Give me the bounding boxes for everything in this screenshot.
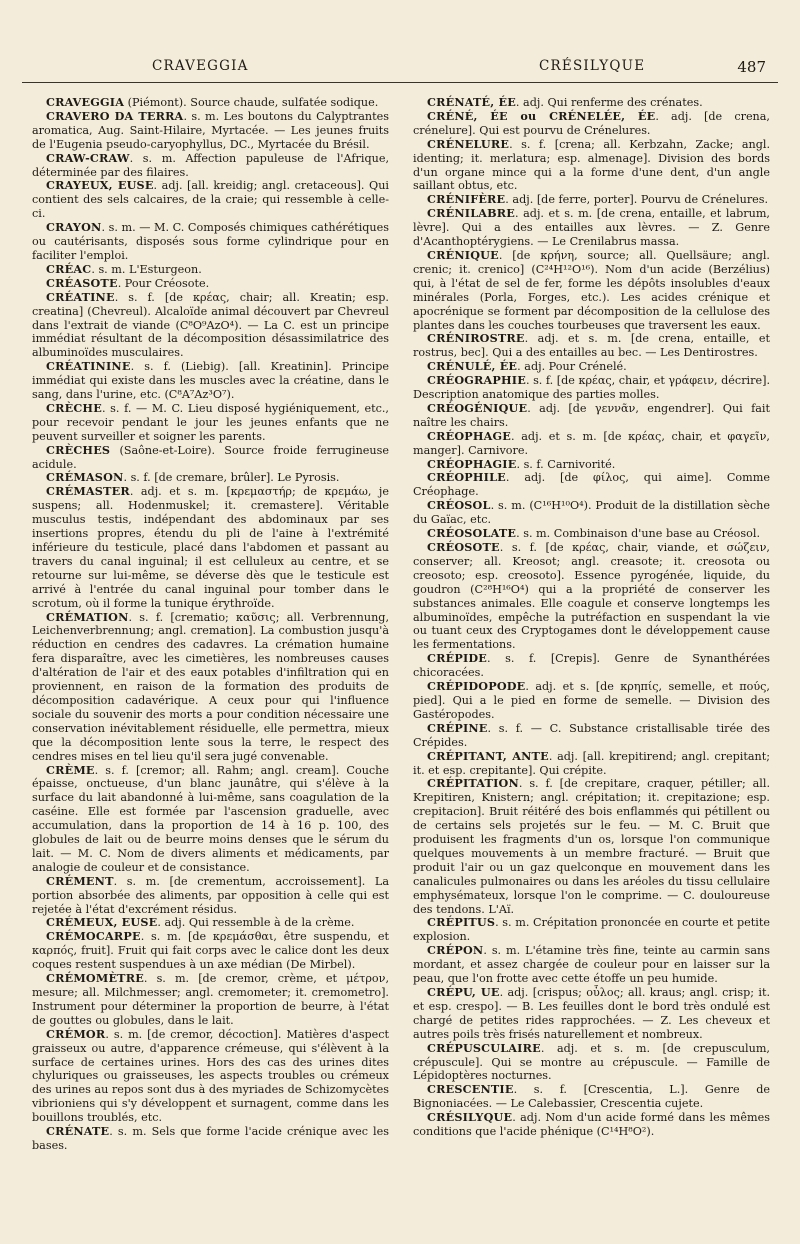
entry-definition: . s. f. Carnivorité. [516, 457, 616, 471]
entry-headword: CRÉATINE [46, 289, 115, 304]
entry-headword: CRÉOGRAPHIE [427, 373, 526, 388]
dictionary-entry [32, 930, 389, 972]
dictionary-entry [413, 916, 770, 944]
entry-headword: CRÉPU, UE [427, 985, 500, 999]
dictionary-entry [32, 972, 389, 1028]
dictionary-entry [413, 374, 770, 402]
dictionary-entry [413, 652, 770, 680]
dictionary-entry [413, 1042, 770, 1084]
entry-definition: (Saône-et-Loire). Source froide ferrugineuse acidule. [32, 443, 389, 471]
dictionary-entry [413, 471, 770, 499]
dictionary-entry [413, 499, 770, 527]
dictionary-entry [32, 1125, 389, 1153]
entry-definition: . s. f. — C. Substance cristallisable tirée des Crépides. [413, 721, 770, 749]
entry-definition: . [de κρήνη, source; all. Quellsäure; angl. crenic; it. crenico] (C²⁴H¹²O¹⁶). Nom d'un acide (Berzélius) qui, à l'état de sel de fer, forme les dépôts insolubles d'eaux minérales (Porla, Forges, etc.). Les acides crénique et apocrénique se forment par décomposition de la cellulose des plantes dans les couches tourbeuses que traversent les eaux. [413, 248, 770, 332]
entry-definition: . adj. et s. m. [de crena, entaille, et labrum, lèvre]. Qui a des entailles aux lèvres. — Z. Genre d'Acanthoptérygiens. — Le Crenilabrus massa. [413, 207, 770, 249]
entry-headword: CRÉNÉ, ÉE ou CRÉNELÉE, ÉE [427, 108, 656, 123]
entry-definition: . Pour Créosote. [117, 276, 210, 290]
entry-definition: . adj. et s. m. [de crena, entaille, et rostrus, bec]. Qui a des entailles au bec. — Les Dentirostres. [413, 332, 770, 360]
entry-headword: CRÉNATE [46, 1124, 110, 1139]
entry-definition: . adj. et s. m. [κρεμαστήρ; de κρεμάω, je suspens; all. Hodenmuskel; it. cremastere]. Véritable musculus testis, indépendant des abdominaux par ses insertions propres, étendu du pli de l'aine à l'extrémité inférieure du testicule, placé dans l'abdomen et passant au travers du canal inguinal; il est celluleux au centre, et se retourne sur lui-même, se déverse dès que le testicule est arrivé à l'entrée du canal inguinal pour tomber dans le scrotum, où il forme la tunique érythroïde. [32, 485, 389, 610]
entry-definition: . s. m. Combinaison d'une base au Créosol. [516, 527, 760, 541]
dictionary-entry [413, 332, 770, 360]
dictionary-entry [32, 1028, 389, 1125]
entry-definition: . adj. [crispus; οὖλος; all. kraus; angl. crisp; it. et esp. crespo]. — B. Les feuilles dont le bord très ondulé est chargé de petites rides rapprochées. — Z. Les cheveux et autres poils très frisés naturellement et nombreux. [413, 986, 771, 1041]
entry-definition: . adj. [de φίλος, qui aime]. Comme Créophage. [413, 471, 770, 499]
dictionary-entry [32, 444, 389, 472]
entry-definition: . adj. et s. [de κρηπίς, semelle, et πούς, pied]. Qui a le pied en forme de semelle. — Division des Gastéropodes. [413, 680, 770, 721]
entry-headword: CRÉPITUS [427, 915, 496, 930]
entry-definition: . adj. et s. m. [de κρέας, chair, et φαγεῖν, manger]. Carnivore. [413, 429, 770, 457]
dictionary-entry [413, 430, 770, 458]
entry-headword: CRÉASOTE [46, 275, 118, 290]
running-header [34, 58, 766, 82]
entry-headword: CRÈCHE [46, 400, 102, 415]
dictionary-entry [413, 750, 770, 778]
dictionary-entry [413, 402, 770, 430]
entry-headword: CRÈCHES [46, 442, 111, 457]
entry-headword: CRESCENTIE [427, 1082, 514, 1097]
entry-headword: CRÉMASON [46, 470, 124, 485]
dictionary-entry [32, 152, 389, 180]
dictionary-entry [32, 485, 389, 610]
entry-definition: (Piémont). Source chaude, sulfatée sodique. [124, 96, 379, 109]
entry-definition: . s. m. L'étamine très fine, teinte au carmin sans mordant, et assez chargée de couleur pour en laisser sur la peau, que l'on frotte avec cette étoffe un peu humide. [413, 944, 770, 986]
entry-definition: . adj. [de γεννᾶν, engendrer]. Qui fait naître les chairs. [413, 401, 770, 429]
entry-headword: CRAVERO DA TERRA [46, 108, 184, 123]
entry-headword: CRÉMASTER [46, 484, 130, 499]
dictionary-entry [32, 471, 389, 485]
entry-headword: CRÉMOMÈTRE [46, 971, 144, 986]
entry-definition: . s. m. Sels que forme l'acide crénique avec les bases. [32, 1125, 389, 1152]
entry-headword: CRÉNATÉ, ÉE [427, 95, 516, 109]
entry-headword: CRÉATININE [46, 359, 131, 374]
dictionary-entry [413, 680, 770, 722]
dictionary-entry [413, 1083, 770, 1111]
dictionary-entry [32, 221, 389, 263]
entry-headword: CRÉMOR [46, 1026, 106, 1041]
entry-headword: CRÉPINE [427, 720, 488, 735]
entry-definition: . s. f. [de κρέας, chair, et γράφειν, décrire]. Description anatomique des parties molles. [413, 374, 771, 402]
dictionary-entry [413, 249, 770, 332]
dictionary-entry [413, 722, 770, 750]
entry-headword: CRÉNIQUE [427, 247, 499, 262]
entry-headword: CRÉSILYQUE [427, 1110, 513, 1125]
dictionary-entry [413, 527, 770, 541]
entry-headword: CRÉNILABRE [427, 206, 516, 221]
entry-headword: CRÉPON [427, 943, 484, 958]
entry-definition: . s. f. [de crepitare, craquer, pétiller; all. Krepitiren, Knistern; angl. crépitation; it. crepitazione; esp. crepitacion]. Bruit réitéré des bois enflammés qui pétillent ou de certains sels projetés sur le feu. — M. C. Bruit que produisent les fragments d'un os, lorsque l'on communique quelques mouvements à un membre fracturé. — Bruit que produit l'air ou un gaz quelconque en mouvement dans les canalicules pulmonaires ou dans les aréoles du tissu cellulaire emphysémateux, lorsque l'on le comprime. — C. douloureuse des tendons. L'Aï. [413, 777, 770, 916]
entry-definition: . adj. Nom d'un acide formé dans les mêmes conditions que l'acide phénique (C¹⁴H⁸O²). [413, 1111, 770, 1139]
header-first-entry: CRAVEGGIA [152, 58, 249, 74]
dictionary-entry [32, 179, 389, 221]
dictionary-entry [413, 360, 770, 374]
entry-headword: CRÉPITATION [427, 776, 519, 791]
dictionary-entry [413, 110, 770, 138]
header-last-entry: CRÉSILYQUE [539, 58, 646, 74]
dictionary-entry [413, 944, 770, 986]
entry-definition: . adj. et s. m. [de crepusculum, crépuscule]. Qui se montre au crépuscule. — Famille de Lépidoptères nocturnes. [413, 1041, 770, 1083]
dictionary-entry [413, 777, 770, 916]
entry-headword: CRÉMATION [46, 609, 129, 624]
entry-headword: CRÉPIDOPODE [427, 679, 526, 694]
entry-definition: . adj. Qui renferme des crénates. [515, 96, 703, 109]
entry-headword: CRAYON [46, 220, 102, 235]
entry-definition: . s. f. [cremor; all. Rahm; angl. cream]. Couche épaisse, onctueuse, d'un blanc jaunâtre, qui s'élève à la surface du lait abandonné à lui-même, sans coagulation de la caséine. Elle est formée par l'ascension graduelle, avec accumulation, dans la proportion de 14 à 16 p. 100, des globules de lait ou de beurre moins denses que le sérum du lait. — M. C. Nom de divers aliments et médicaments, par analogie de couleur et de consistance. [32, 763, 389, 874]
entry-headword: CRÈME [46, 762, 95, 777]
entry-headword: CRÉPUSCULAIRE [427, 1040, 541, 1055]
entry-headword: CRÉMEUX, EUSE [46, 915, 158, 930]
entry-definition: . s. f. [de cremare, brûler]. Le Pyrosis. [123, 471, 340, 485]
entry-headword: CRÉNIFÈRE [427, 192, 506, 207]
dictionary-entry [32, 611, 389, 764]
entry-headword: CRÉOSOTE [427, 540, 500, 554]
dictionary-entry [32, 360, 389, 402]
entry-definition: . adj. [all. krepitirend; angl. crepitant; it. et esp. crepitante]. Qui crépite. [413, 749, 771, 777]
entry-headword: CRAYEUX, EUSE [46, 178, 154, 193]
entry-headword: CRÉOGÉNIQUE [427, 400, 528, 415]
entry-headword: CRÉOSOL [427, 498, 491, 513]
entry-headword: CRÉMOCARPE [46, 929, 141, 944]
entry-headword: CRAVEGGIA [46, 95, 125, 109]
dictionary-entry [413, 986, 770, 1042]
dictionary-entry [32, 110, 389, 152]
entry-definition: . adj. [de crena, crénelure]. Qui est pourvu de Crénelures. [413, 109, 770, 137]
dictionary-entry [413, 541, 770, 652]
entry-headword: CRÉAC [46, 261, 92, 276]
entry-definition: . s. m. [de κρεμάσθαι, être suspendu, et καρπός, fruit]. Fruit qui fait corps avec le calice dont les deux coques restent suspendues à un axe médian (De Mirbel). [32, 930, 389, 972]
entry-definition: . s. f. (Liebig). [all. Kreatinin]. Principe immédiat qui existe dans les muscles avec la créatine, dans le sang, dans l'urine, etc. (C⁸A⁷Az³O⁷). [32, 360, 389, 402]
entry-definition: . s. m. [de crementum, accroissement]. La portion absorbée des aliments, par opposition à celle qui est rejetée à l'état d'excrément résidus. [32, 874, 389, 916]
dictionary-entry [413, 458, 770, 472]
dictionary-entry [32, 291, 389, 361]
entry-headword: CRAW-CRAW [46, 150, 130, 165]
header-rule [22, 82, 778, 83]
dictionary-entry [413, 193, 770, 207]
entry-definition: . s. f. [Crescentia, L.]. Genre de Bignoniacées. — Le Calebassier, Crescentia cujete. [413, 1083, 770, 1111]
entry-headword: CRÉNIROSTRE [427, 331, 525, 346]
entry-definition: . adj. Qui ressemble à de la crème. [157, 916, 355, 930]
dictionary-entry [413, 1111, 770, 1139]
entry-definition: . s. f. [crena; all. Kerbzahn, Zacke; angl. identing; it. merlatura; esp. almenage]. Division des bords d'un organe mince qui a la forme d'une dent, d'un angle saillant obtus, etc. [413, 137, 770, 193]
entry-headword: CRÉOPHAGE [427, 428, 512, 443]
right-column [413, 96, 770, 1139]
entry-headword: CRÉOPHAGIE [427, 456, 517, 471]
dictionary-entry [32, 96, 389, 110]
entry-definition: . s. m. [de cremor, crème, et μέτρον, mesure; all. Milchmesser; angl. cremometer; it. cremometro]. Instrument pour déterminer la proportion de beurre, à l'état de gouttes ou globules, dans le lait. [32, 972, 389, 1027]
entry-definition: . adj. Pour Crénelé. [517, 360, 627, 374]
entry-definition: . s. f. [de κρέας, chair, viande, et σώζειν, conserver; all. Kreosot; angl. creasote; it. creosota ou creosoto; esp. creosoto]. Essence pyrogénée, liquide, du goudron (C²⁸H¹⁶O⁴) qui a la propriété de conserver les substances animales. Elle coagule et conserve longtemps les albuminoïdes, empêche la putréfaction en suspendant la vie ou tuant ceux des Cryptogames dont le développement cause les fermentations. [413, 541, 770, 652]
dictionary-entry [413, 207, 770, 249]
dictionary-entry [32, 764, 389, 875]
entry-definition: . s. f. — M. C. Lieu disposé hygiéniquement, etc., pour recevoir pendant le jour les jeunes enfants que ne peuvent surveiller et soigner les parents. [32, 401, 389, 443]
entry-headword: CRÉOPHILE [427, 470, 506, 485]
dictionary-entry [413, 138, 770, 194]
page-number: 487 [737, 58, 766, 76]
entry-headword: CRÉMENT [46, 873, 114, 888]
entry-headword: CRÉNULÉ, ÉE [427, 359, 518, 374]
dictionary-entry [413, 96, 770, 110]
dictionary-entry [32, 263, 389, 277]
dictionary-entry [32, 875, 389, 917]
entry-definition: . adj. [de ferre, porter]. Pourvu de Crénelures. [505, 193, 769, 207]
entry-definition: . s. f. [crematio; καῦσις; all. Verbrennung, Leichenverbrennung; angl. cremation]. La combustion jusqu'à réduction en cendres des cadavres. La crémation humaine fera disparaître, avec les cimetières, les nombreuses causes d'altération de l'air et des eaux potables d'infiltration qui en proviennent, en raison de la formation des produits de décomposition cadavérique. A ceux pour qui l'influence sociale du souvenir des morts a pour condition nécessaire une conservation inévitablement résiduelle, elle permettra, mieux que la décomposition lente sous la terre, le respect des cendres mises en tel lieu qu'il sera jugé convenable. [32, 610, 389, 763]
dictionary-entry [32, 402, 389, 444]
entry-headword: CRÉNELURE [427, 136, 510, 151]
entry-definition: . s. m. (C¹⁶H¹⁰O⁴). Produit de la distillation sèche du Gaïac, etc. [413, 499, 770, 527]
entry-definition: . s. m. — M. C. Composés chimiques cathérétiques ou cautérisants, disposés sous forme cylindrique pour en faciliter l'emploi. [32, 221, 389, 262]
entry-definition: . s. m. Les boutons du Calyptrantes aromatica, Aug. Saint-Hilaire, Myrtacée. — Les jeunes fruits de l'Eugenia pseudo-caryophyllus, DC., Myrtacée du Brésil. [32, 109, 389, 151]
dictionary-entry [32, 916, 389, 930]
entry-definition: . s. m. Affection papuleuse de l'Afrique, déterminée par des filaires. [32, 151, 389, 179]
entry-headword: CRÉOSOLATE [427, 526, 517, 541]
entry-definition: . s. m. L'Esturgeon. [91, 262, 202, 276]
entry-headword: CRÉPIDE [427, 651, 488, 666]
entry-definition: . s. m. Crépitation prononcée en courte et petite explosion. [413, 916, 770, 944]
entry-definition: . s. m. [de cremor, décoction]. Matières d'aspect graisseux ou autre, d'apparence crémeuse, qui s'élèvent à la surface de certaines urines. Hors des cas des urines dites chyluriques ou graisseuses, les aspects troubles ou crémeux des urines au repos sont dus à des myriades de Schizomycètes vibrioniens qui s'y développent et surnagent, comme dans les bouillons troublés, etc. [32, 1027, 389, 1125]
left-column [32, 96, 389, 1153]
entry-headword: CRÉPITANT, ANTE [427, 748, 549, 763]
entry-definition: . s. f. [Crepis]. Genre de Synanthérées chicoracées. [413, 652, 770, 680]
entry-definition: . s. f. [de κρέας, chair; all. Kreatin; esp. creatina] (Chevreul). Alcaloïde animal découvert par Chevreul dans l'extrait de viande (C⁸O⁹AzO⁴). — La C. est un principe immédiat résultant de la décomposition désassimilatrice des albuminoïdes musculaires. [32, 290, 389, 360]
dictionary-entry [32, 277, 389, 291]
entry-definition: . adj. [all. kreidig; angl. cretaceous]. Qui contient des sels calcaires, de la craie; qui ressemble à celle-ci. [32, 179, 389, 221]
